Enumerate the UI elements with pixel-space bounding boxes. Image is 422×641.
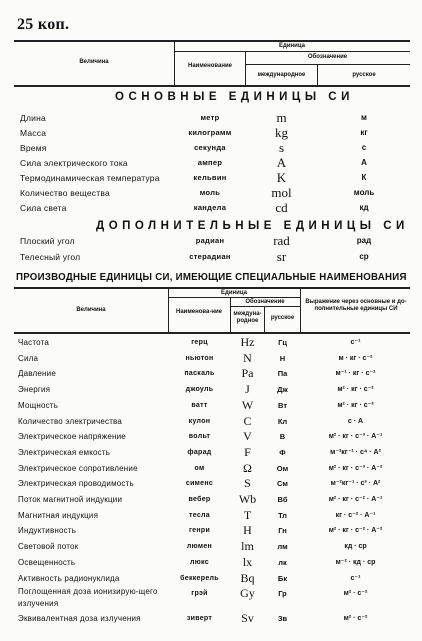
- col-russian-header: русское: [352, 72, 376, 78]
- unit-expression: с⁻¹: [350, 339, 361, 346]
- unit-symbol-international: lx: [242, 554, 253, 569]
- derived-col-russian-header: русское: [270, 315, 295, 321]
- unit-symbol-international: s: [278, 140, 285, 155]
- unit-name: ампер: [197, 158, 223, 167]
- unit-symbol-international: Gy: [240, 586, 255, 601]
- quantity-name: Количество вещества: [20, 188, 110, 198]
- quantity-name: Энергия: [18, 385, 51, 395]
- unit-name: джоуль: [185, 386, 214, 394]
- unit-symbol-russian: Дж: [277, 385, 288, 395]
- rule: [300, 288, 301, 333]
- derived-col-expression-header: Выражение через основные и до-полнительные единицы СИ: [305, 299, 407, 312]
- unit-symbol-russian: Вб: [277, 495, 288, 504]
- quantity-name: Количество электричества: [18, 416, 123, 426]
- unit-symbol-russian: Бк: [277, 573, 288, 583]
- rule: [14, 332, 410, 334]
- unit-symbol-international: S: [244, 476, 251, 491]
- unit-name: ньютон: [185, 354, 214, 362]
- quantity-name: Освещенность: [18, 557, 76, 567]
- unit-expression: кд · ср: [344, 543, 367, 551]
- unit-symbol-russian: См: [277, 479, 288, 489]
- unit-name: ом: [194, 464, 205, 472]
- quantity-name: Электрическая емкость: [18, 447, 111, 457]
- unit-symbol-international: A: [276, 155, 287, 170]
- unit-symbol-russian: с: [361, 143, 367, 152]
- unit-symbol-russian: рад: [356, 236, 372, 245]
- unit-symbol-international: Ω: [243, 460, 252, 475]
- unit-name: кельвин: [193, 173, 227, 182]
- unit-name: грэй: [191, 590, 208, 598]
- unit-symbol-international: F: [244, 444, 251, 459]
- rule: [14, 40, 410, 42]
- unit-name: зиверт: [186, 614, 213, 622]
- unit-symbol-international: W: [241, 397, 254, 412]
- unit-name: стерадиан: [189, 251, 231, 261]
- unit-symbol-international: cd: [275, 200, 288, 215]
- unit-symbol-international: V: [243, 429, 252, 444]
- section-title-derived-units: ПРОИЗВОДНЫЕ ЕДИНИЦЫ СИ, ИМЕЮЩИЕ СПЕЦИАЛЬНЫЕ НАИМЕНОВАНИЯ: [16, 271, 407, 283]
- rule: [174, 51, 410, 52]
- unit-symbol-international: mol: [271, 185, 292, 200]
- col-unit-header: Единица: [279, 43, 305, 49]
- unit-name: люмен: [186, 543, 213, 551]
- unit-name: метр: [200, 113, 220, 122]
- quantity-name: Давление: [18, 369, 56, 379]
- unit-expression: м² · кг · с⁻²: [337, 386, 374, 394]
- derived-col-quantity-header: Величина: [76, 307, 106, 313]
- unit-expression: м² · кг · с⁻² · А⁻²: [328, 527, 383, 535]
- quantity-name: Электрическая проводимость: [18, 479, 134, 489]
- unit-symbol-russian: Н: [279, 353, 286, 363]
- quantity-name: Магнитная индукция: [18, 510, 99, 520]
- unit-name: секунда: [194, 143, 226, 152]
- unit-symbol-russian: К: [361, 173, 367, 182]
- col-quantity-header: Величина: [79, 59, 109, 65]
- quantity-name: Эквивалентная доза излучения: [18, 613, 141, 623]
- unit-name: генри: [188, 527, 211, 535]
- section-title-supplementary-units: ДОПОЛНИТЕЛЬНЫЕ ЕДИНИЦЫ СИ: [96, 220, 409, 232]
- unit-symbol-russian: лк: [278, 557, 287, 567]
- quantity-name: Масса: [20, 128, 47, 138]
- unit-expression: с⁻¹: [350, 574, 361, 582]
- unit-name: вебер: [188, 496, 211, 503]
- unit-symbol-russian: Гн: [278, 526, 287, 536]
- quantity-name: Мощность: [18, 400, 59, 410]
- unit-symbol-international: K: [276, 170, 287, 185]
- quantity-name: Время: [20, 143, 47, 153]
- quantity-name: Длина: [20, 113, 46, 123]
- unit-symbol-russian: м: [361, 113, 367, 122]
- unit-symbol-russian: Ф: [279, 447, 286, 457]
- quantity-name: Электрическое напряжение: [18, 432, 126, 442]
- col-designation-header: Обозначение: [307, 54, 348, 60]
- unit-expression: м⁻² · кд · ср: [335, 558, 376, 566]
- unit-expression: м² · с⁻²: [343, 614, 368, 622]
- quantity-name: Телесный угол: [20, 251, 81, 262]
- quantity-name: Электрическое сопротивление: [18, 463, 138, 473]
- quantity-name: Сила света: [20, 203, 67, 213]
- unit-name: моль: [199, 188, 221, 197]
- unit-expression: с · А: [347, 417, 364, 425]
- unit-symbol-russian: кг: [360, 128, 368, 137]
- derived-col-designation-header: Обозначение: [245, 299, 285, 305]
- unit-expression: м⁻²кг⁻¹ · с⁴ · А²: [330, 448, 381, 456]
- unit-name: сименс: [185, 480, 214, 488]
- quantity-name: Сила электрического тока: [20, 158, 128, 168]
- unit-expression: м⁻¹ · кг · с⁻²: [335, 370, 376, 378]
- unit-name: герц: [191, 339, 208, 346]
- rule: [230, 306, 300, 307]
- unit-symbol-russian: Па: [277, 369, 288, 379]
- unit-name: фарад: [187, 448, 212, 456]
- unit-symbol-russian: А: [361, 158, 367, 167]
- unit-symbol-russian: Зв: [277, 613, 288, 623]
- derived-col-unit-header: Единица: [221, 290, 247, 296]
- unit-symbol-international: N: [243, 350, 252, 365]
- unit-symbol-russian: моль: [353, 188, 375, 197]
- unit-expression: кг · с⁻² · А⁻¹: [335, 511, 376, 519]
- unit-symbol-international: H: [243, 523, 252, 538]
- unit-expression: м² · кг · с⁻³ · А⁻¹: [328, 433, 383, 441]
- unit-expression: м⁻²кг⁻¹ · с³ · А²: [330, 480, 381, 488]
- quantity-name: Частота: [18, 338, 50, 347]
- unit-symbol-russian: Вт: [278, 400, 287, 410]
- unit-name: беккерель: [180, 574, 219, 582]
- quantity-name: Активность радионуклида: [18, 573, 120, 583]
- unit-symbol-russian: Гц: [278, 338, 287, 347]
- col-international-header: международное: [257, 72, 306, 78]
- unit-symbol-russian: кд: [359, 203, 369, 212]
- price-label: 25 коп.: [17, 16, 70, 33]
- unit-symbol-russian: ср: [359, 251, 369, 261]
- unit-expression: м · кг · с⁻²: [338, 354, 373, 362]
- unit-symbol-international: sr: [276, 248, 287, 264]
- derived-col-international-header: междуна-родное: [233, 311, 262, 324]
- unit-expression: м² · с⁻²: [343, 590, 368, 598]
- unit-symbol-international: rad: [273, 233, 290, 248]
- unit-name: килограмм: [188, 128, 232, 137]
- unit-symbol-international: T: [243, 507, 252, 522]
- quantity-name: Сила: [18, 353, 39, 363]
- rule: [14, 85, 410, 87]
- unit-name: вольт: [188, 433, 211, 441]
- unit-name: кулон: [188, 417, 211, 425]
- unit-symbol-russian: Гр: [278, 589, 287, 599]
- col-name-header: Наименование: [187, 63, 233, 69]
- unit-symbol-international: Hz: [240, 335, 255, 349]
- unit-symbol-international: m: [276, 110, 287, 125]
- unit-symbol-russian: Ом: [276, 463, 289, 473]
- unit-name: паскаль: [184, 370, 215, 378]
- unit-symbol-international: Bq: [240, 570, 255, 585]
- unit-symbol-international: Wb: [238, 492, 257, 506]
- quantity-name: Индуктивность: [18, 526, 77, 536]
- unit-symbol-russian: Кл: [277, 416, 288, 426]
- unit-expression: м² · кг · с⁻³ · А⁻²: [328, 464, 383, 472]
- unit-symbol-russian: Тл: [278, 510, 287, 520]
- quantity-name: Термодинамическая температура: [20, 173, 160, 183]
- unit-expression: м² · кг · с⁻³: [337, 401, 374, 409]
- unit-symbol-international: J: [245, 382, 250, 397]
- unit-symbol-international: kg: [275, 125, 288, 140]
- quantity-name: Плоский угол: [20, 236, 75, 246]
- quantity-name: Поток магнитной индукции: [18, 495, 123, 504]
- unit-symbol-international: lm: [241, 539, 254, 554]
- rule: [245, 64, 410, 65]
- unit-name: ватт: [191, 401, 208, 409]
- unit-symbol-russian: В: [279, 432, 286, 442]
- unit-name: кандела: [193, 203, 227, 212]
- section-title-base-units: ОСНОВНЫЕ ЕДИНИЦЫ СИ: [115, 91, 354, 103]
- rule: [14, 287, 410, 289]
- quantity-name: Поглощенная доза ионизирую-щего излучения: [18, 587, 158, 609]
- unit-name: люкс: [190, 558, 209, 566]
- rule: [168, 297, 300, 298]
- unit-symbol-international: Pa: [241, 366, 254, 381]
- unit-symbol-international: Sv: [241, 610, 254, 625]
- unit-name: тесла: [189, 511, 210, 519]
- quantity-name: Световой поток: [18, 542, 79, 552]
- unit-symbol-russian: лм: [277, 542, 288, 552]
- derived-col-name-header: Наименова-ние: [175, 309, 223, 315]
- unit-name: радиан: [195, 236, 225, 245]
- unit-symbol-international: C: [243, 413, 252, 428]
- unit-expression: м² · кг · с⁻² · А⁻¹: [328, 496, 383, 503]
